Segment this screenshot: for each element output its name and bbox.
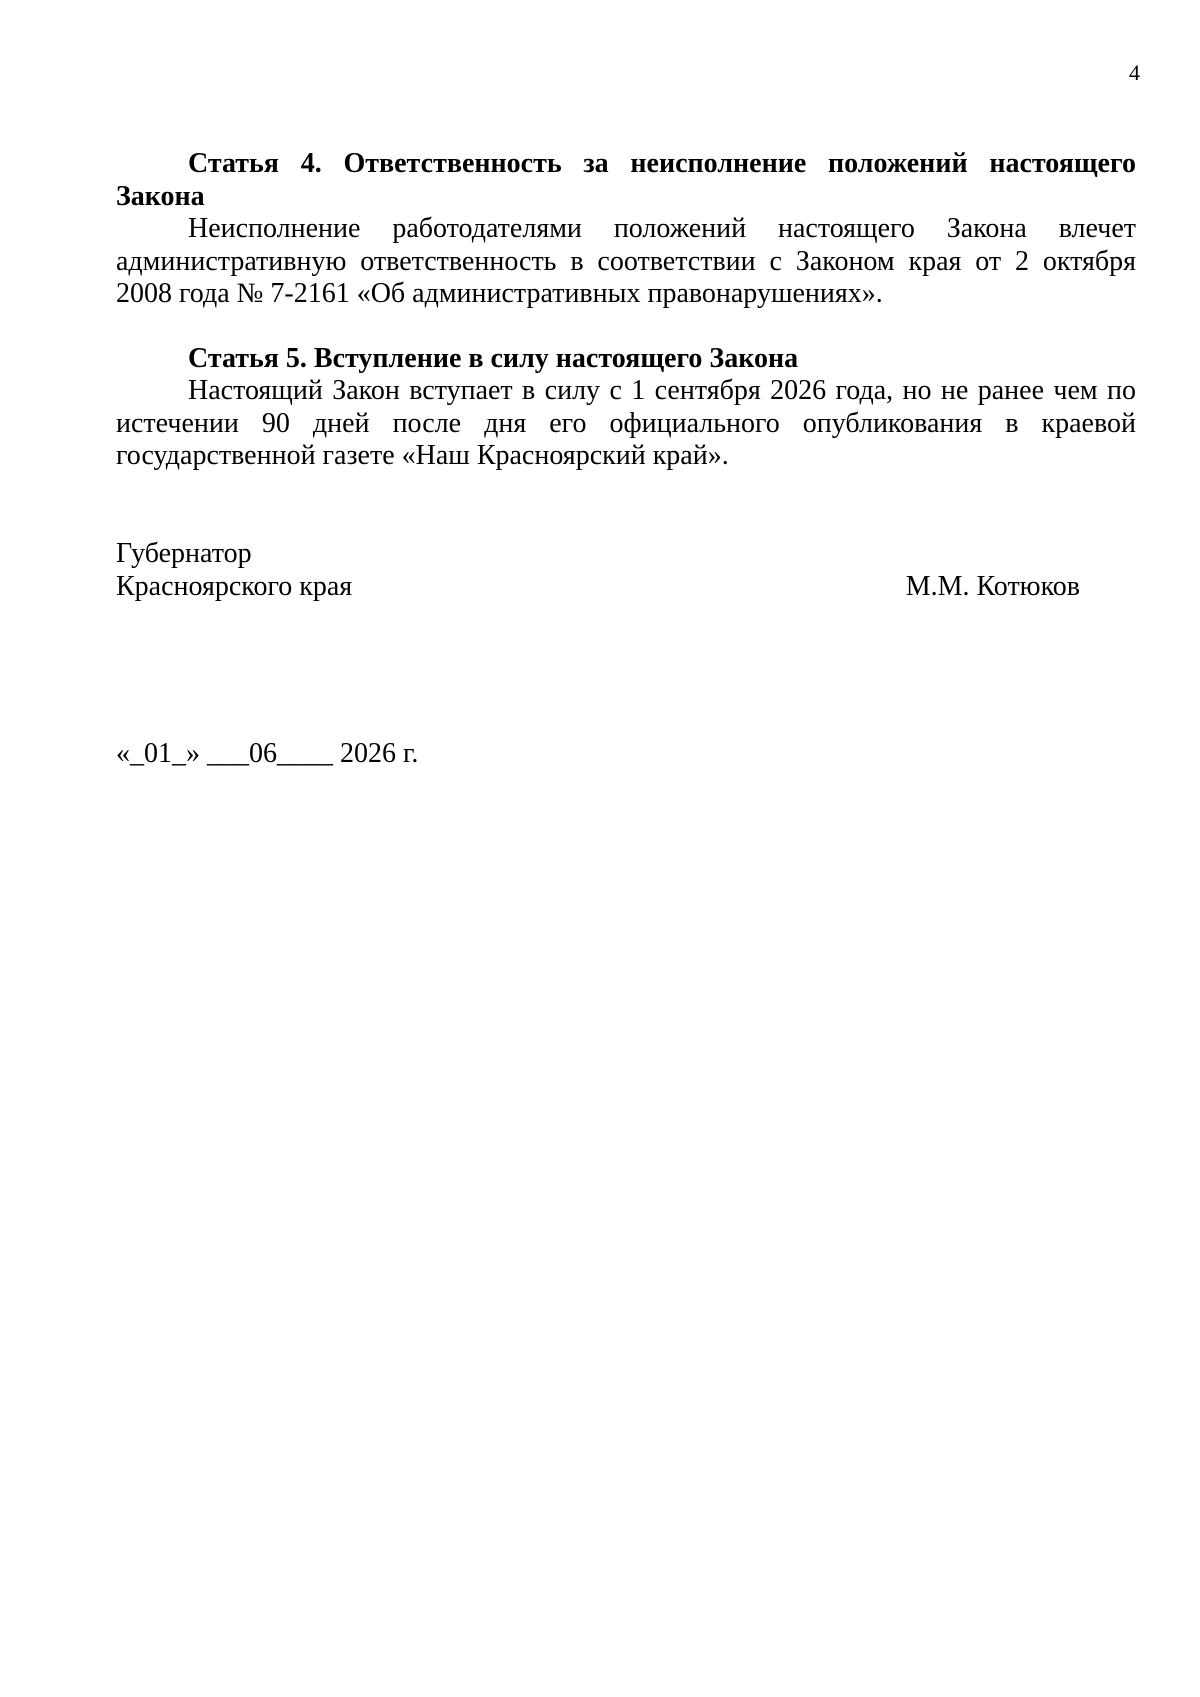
article-4-body: Неисполнение работодателями положений настоящего Закона влечет административную ответственность в соответствии с Законом края от 2 октября 2008 года № 7-2161 «Об административных правонарушениях». bbox=[116, 213, 1136, 309]
signature-title-line2: Красноярского края bbox=[116, 570, 353, 602]
document-body bbox=[116, 148, 1136, 473]
section-gap bbox=[116, 311, 1136, 343]
article-5-heading: Статья 5. Вступление в силу настоящего Закона bbox=[188, 342, 799, 374]
signature-title-line1: Губернатор bbox=[116, 538, 252, 569]
signature-block bbox=[116, 538, 1136, 603]
article-5-body: Настоящий Закон вступает в силу с 1 сентября 2026 года, но не ранее чем по истечении 90 дней после дня его официального опубликования в краевой государственной газете «Наш Красноярский край». bbox=[116, 375, 1136, 471]
page-number: 4 bbox=[1129, 60, 1140, 85]
article-4-heading-line2: Закона bbox=[116, 180, 205, 212]
article-4-heading-line1: Статья 4. Ответственность за неисполнение положений настоящего bbox=[188, 148, 1136, 179]
signing-date: «_01_» ___06____ 2026 г. bbox=[116, 738, 419, 769]
signatory-name: М.М. Котюков bbox=[905, 570, 1080, 602]
signature-row bbox=[116, 571, 1080, 604]
article-4-heading bbox=[116, 148, 1136, 213]
